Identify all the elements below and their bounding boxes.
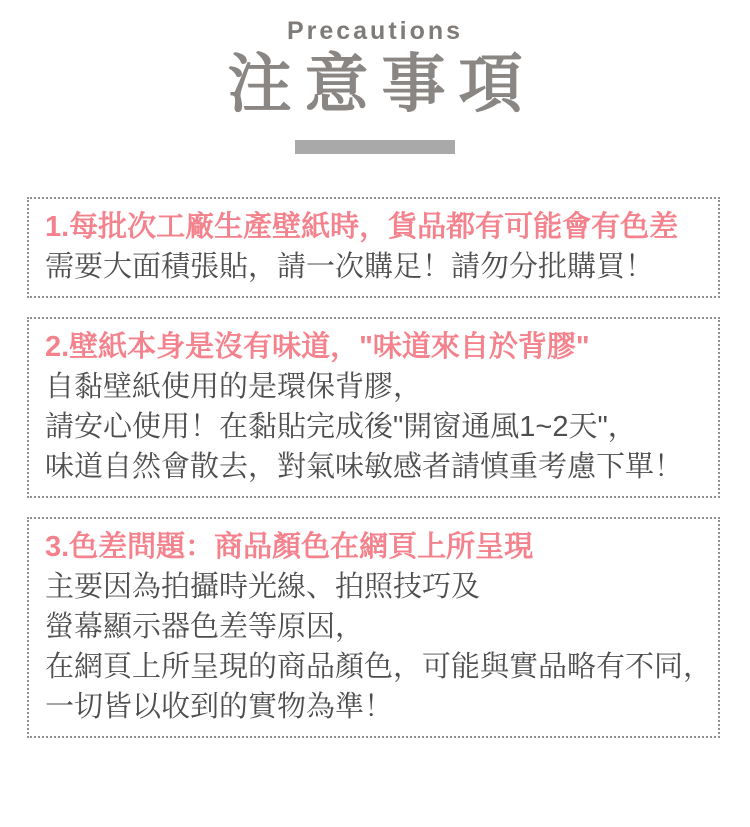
notice-list (0, 197, 750, 738)
notice-heading: 1.每批次工廠生產壁紙時，貨品都有可能會有色差 (45, 211, 679, 243)
notice-line: 螢幕顯示器色差等原因， (45, 611, 365, 643)
notice-box-color-difference-batch (27, 197, 720, 298)
notice-line: 味道自然會散去，對氣味敏感者請慎重考慮下單！ (45, 451, 684, 483)
subtitle-english: Precautions (286, 17, 464, 45)
notice-box-odor (27, 317, 720, 498)
notice-line: 自黏壁紙使用的是環保背膠， (45, 371, 423, 403)
notice-line: 需要大面積張貼，請一次購足！請勿分批購買！ (45, 251, 655, 283)
notice-heading: 3.色差問題：商品顏色在網頁上所呈現 (45, 531, 534, 563)
notice-line: 一切皆以收到的實物為準！ (45, 691, 394, 723)
notice-line: 在網頁上所呈現的商品顏色，可能與實品略有不同， (45, 651, 713, 683)
notice-box-screen-color-difference (27, 517, 720, 738)
title-underline-bar (295, 140, 455, 154)
notice-line: 主要因為拍攝時光線、拍照技巧及 (45, 571, 481, 603)
notice-heading: 2.壁紙本身是沒有味道，"味道來自於背膠" (45, 331, 590, 363)
page-title: 注意事項 (227, 48, 536, 120)
page-header (0, 0, 750, 154)
notice-line: 請安心使用！在黏貼完成後"開窗通風1~2天"， (45, 411, 637, 443)
